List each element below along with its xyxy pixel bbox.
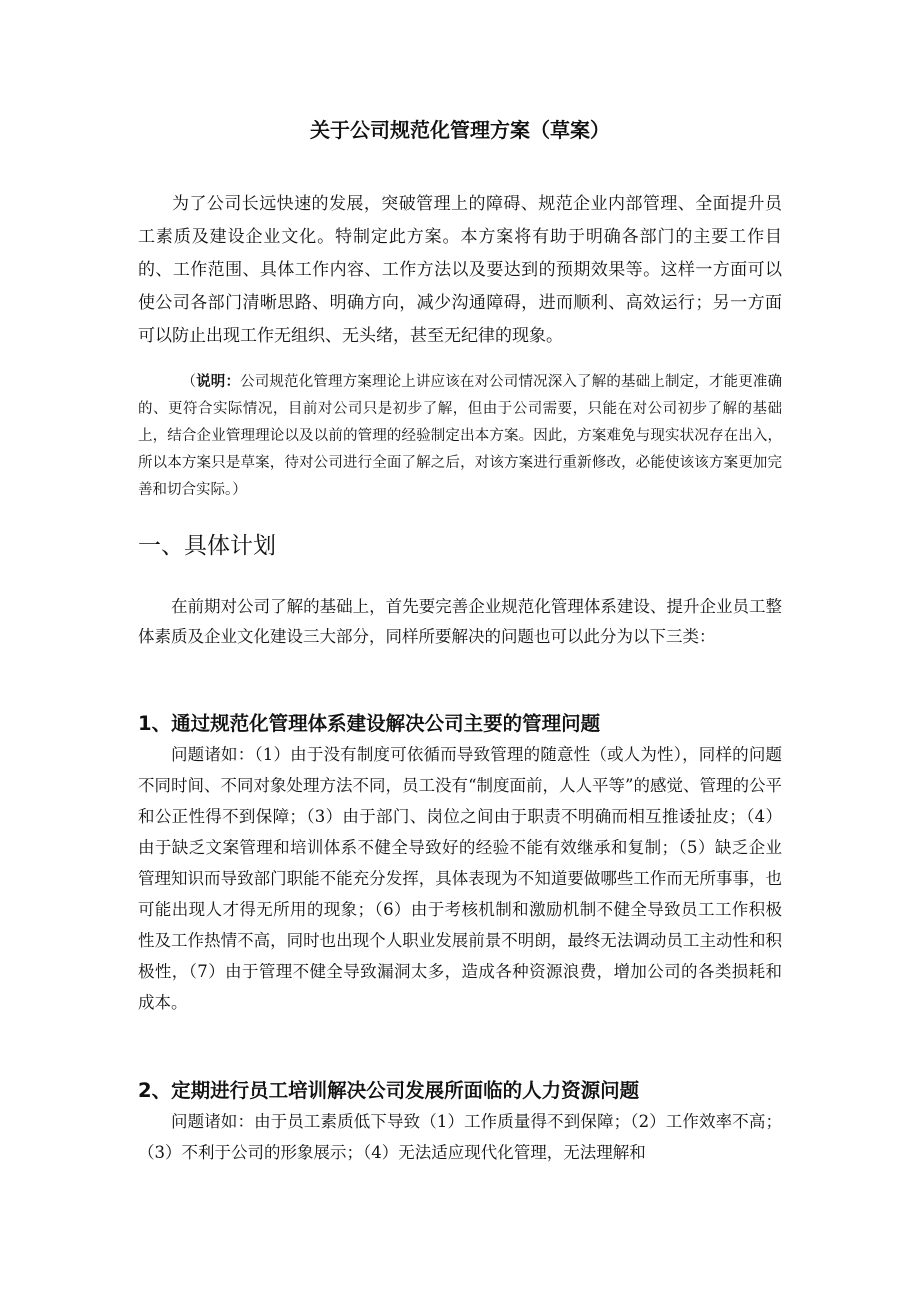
note-label: 说明： [196,373,241,390]
document-title: 关于公司规范化管理方案（草案） [310,118,610,142]
note-text: 公司规范化管理方案理论上讲应该在对公司情况深入了解的基础上制定，才能更准确的、更符合实际情况，目前对公司只是初步了解，但由于公司需要，只能在对公司初步了解的基础上，结合企业管理理论以及以前的管理的经验制定出本方案。因此，方案难免与现实状况存在出入，所以本方案只是草案，待对公司进行全面了解之后，对该方案进行重新修改，必能使该该方案更加完善和切合实际。） [138,374,783,498]
note-paragraph [138,368,782,504]
management-issues-paragraph: 问题诸如：（1）由于没有制度可依循而导致管理的随意性（或人为性），同样的问题不同时间、不同对象处理方法不同，员工没有“制度面前，人人平等”的感觉、管理的公平和公正性得不到保障；（3）由于部门、岗位之间由于职责不明确而相互推诿扯皮；（4）由于缺乏文案管理和培训体系不健全导致好的经验不能有效继承和复制；（5）缺乏企业管理知识而导致部门职能不能充分发挥，具体表现为不知道要做哪些工作而无所事事，也可能出现人才得无所用的现象；（6）由于考核机制和激励机制不健全导致员工工作积极性及工作热情不高，同时也出现个人职业发展前景不明朗，最终无法调动员工主动性和积极性，（7）由于管理不健全导致漏洞太多，造成各种资源浪费，增加公司的各类损耗和成本。 [138,745,782,1012]
subsection-heading-management: 1、通过规范化管理体系建设解决公司主要的管理问题 [138,712,601,735]
plan-paragraph: 在前期对公司了解的基础上，首先要完善企业规范化管理体系建设、提升企业员工整体素质及企业文化建设三大部分，同样所要解决的问题也可以此分为以下三类： [138,597,782,646]
training-issues-paragraph: 问题诸如：由于员工素质低下导致（1）工作质量得不到保障；（2）工作效率不高；（3）不利于公司的形象展示；（4）无法适应现代化管理，无法理解和 [138,1112,782,1162]
section-heading-plan: 一、具体计划 [138,533,276,559]
intro-paragraph: 为了公司长远快速的发展，突破管理上的障碍、规范企业内部管理、全面提升员工素质及建设企业文化。特制定此方案。本方案将有助于明确各部门的主要工作目的、工作范围、具体工作内容、工作方法以及要达到的预期效果等。这样一方面可以使公司各部门清晰思路、明确方向，减少沟通障碍，进而顺利、高效运行；另一方面可以防止出现工作无组织、无头绪，甚至无纪律的现象。 [138,194,782,346]
note-open-paren: （ [181,374,197,390]
subsection-heading-training: 2、定期进行员工培训解决公司发展所面临的人力资源问题 [138,1079,640,1102]
